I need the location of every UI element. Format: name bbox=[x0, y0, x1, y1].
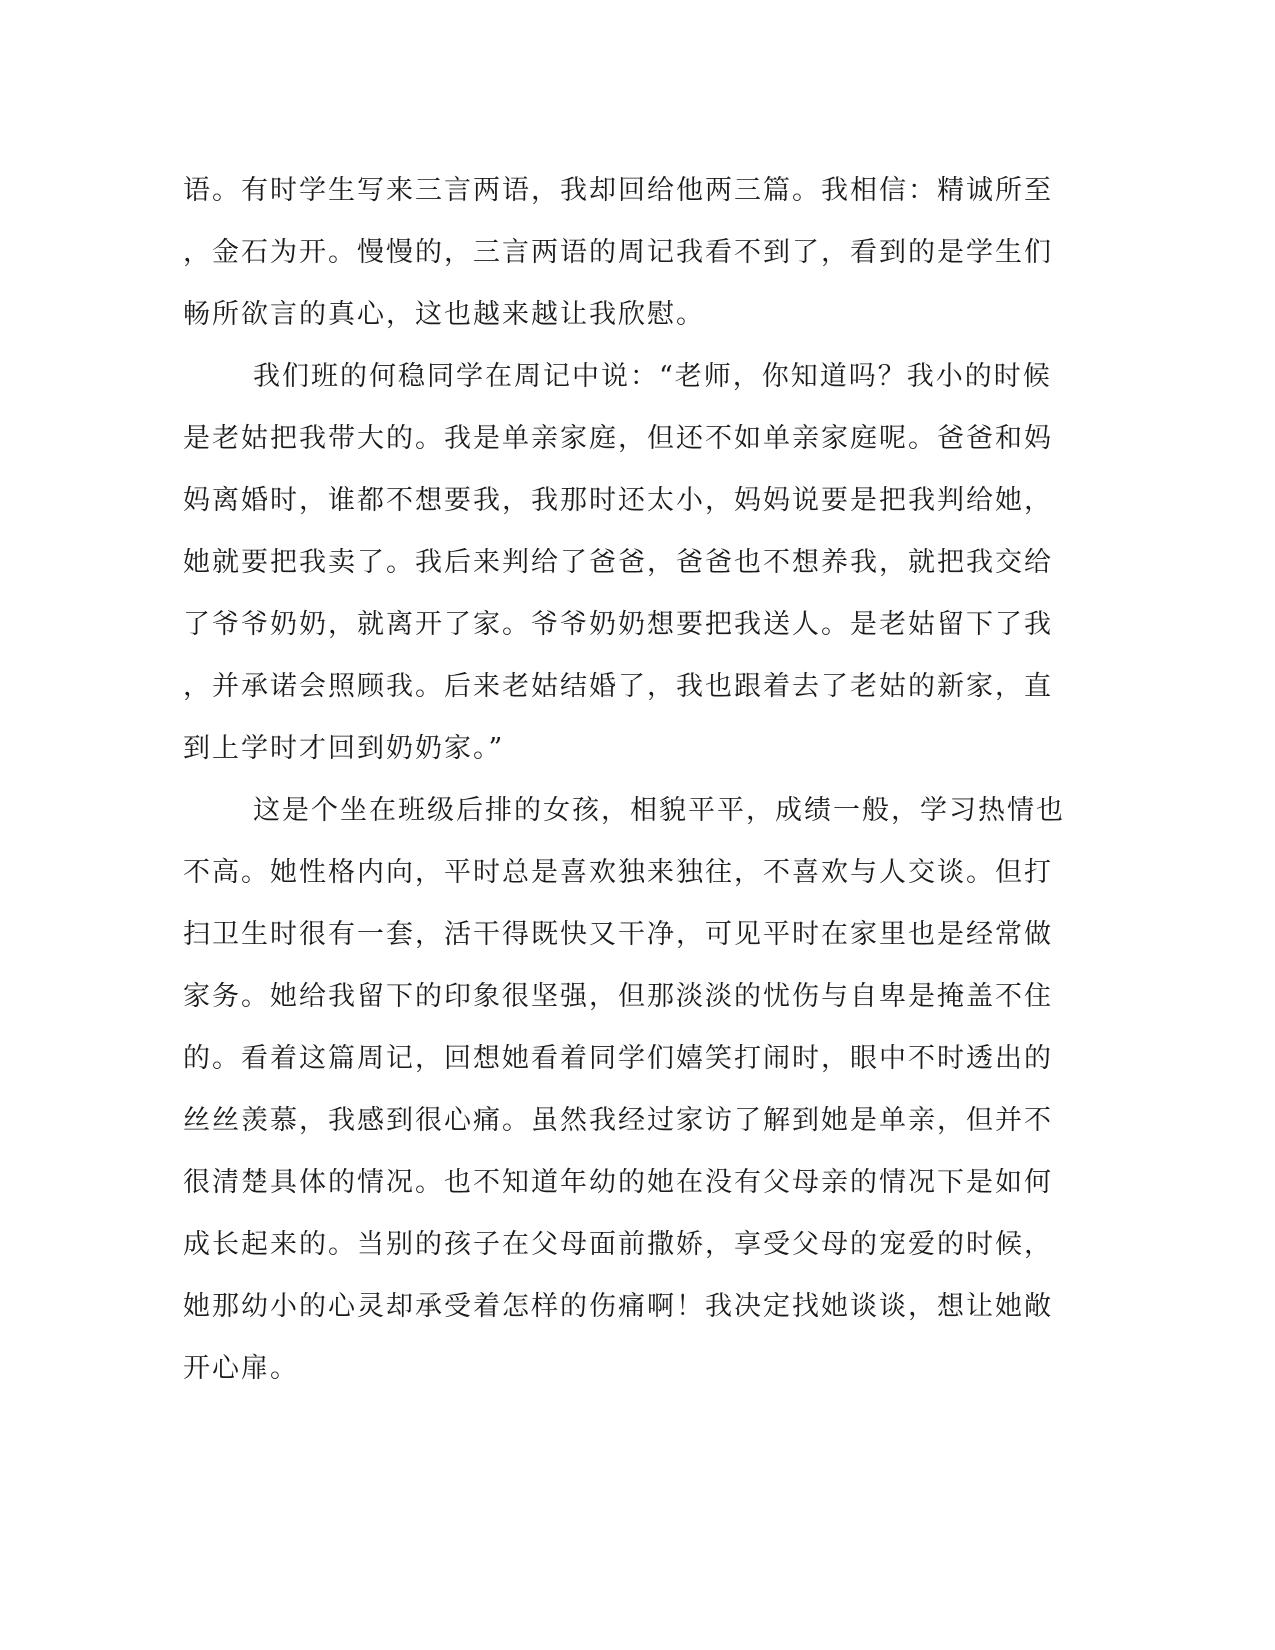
text-line: 不高。她性格内向，平时总是喜欢独来独往，不喜欢与人交谈。但打 bbox=[183, 857, 1053, 888]
text-line: 到上学时才回到奶奶家。” bbox=[183, 733, 505, 764]
text-line: 丝丝羡慕，我感到很心痛。虽然我经过家访了解到她是单亲，但并不 bbox=[183, 1105, 1053, 1136]
text-line: 成长起来的。当别的孩子在父母面前撒娇，享受父母的宠爱的时候， bbox=[183, 1229, 1053, 1260]
document-body bbox=[183, 160, 1063, 1400]
text-line: 这是个坐在班级后排的女孩，相貌平平，成绩一般，学习热情也 bbox=[253, 795, 1065, 826]
text-line: 家务。她给我留下的印象很坚强，但那淡淡的忧伤与自卑是掩盖不住 bbox=[183, 981, 1053, 1012]
paragraph-2 bbox=[183, 346, 1063, 780]
text-line: 她就要把我卖了。我后来判给了爸爸，爸爸也不想养我，就把我交给 bbox=[183, 547, 1053, 578]
paragraph-1 bbox=[183, 160, 1063, 346]
text-line: 她那幼小的心灵却承受着怎样的伤痛啊！我决定找她谈谈，想让她敞 bbox=[183, 1291, 1053, 1322]
text-line: 我们班的何稳同学在周记中说：“老师，你知道吗？我小的时候 bbox=[253, 361, 1052, 392]
text-line: 了爷爷奶奶，就离开了家。爷爷奶奶想要把我送人。是老姑留下了我 bbox=[183, 609, 1053, 640]
text-line: 畅所欲言的真心，这也越来越让我欣慰。 bbox=[183, 299, 705, 330]
text-line: 很清楚具体的情况。也不知道年幼的她在没有父母亲的情况下是如何 bbox=[183, 1167, 1053, 1198]
text-line: ，金石为开。慢慢的，三言两语的周记我看不到了，看到的是学生们 bbox=[183, 237, 1053, 268]
text-line: ，并承诺会照顾我。后来老姑结婚了，我也跟着去了老姑的新家，直 bbox=[183, 671, 1053, 702]
text-line: 是老姑把我带大的。我是单亲家庭，但还不如单亲家庭呢。爸爸和妈 bbox=[183, 423, 1053, 454]
text-line: 的。看着这篇周记，回想她看着同学们嬉笑打闹时，眼中不时透出的 bbox=[183, 1043, 1053, 1074]
text-line: 语。有时学生写来三言两语，我却回给他两三篇。我相信：精诚所至 bbox=[183, 175, 1053, 206]
text-line: 扫卫生时很有一套，活干得既快又干净，可见平时在家里也是经常做 bbox=[183, 919, 1053, 950]
paragraph-3 bbox=[183, 780, 1063, 1400]
text-line: 开心扉。 bbox=[183, 1353, 299, 1384]
text-line: 妈离婚时，谁都不想要我，我那时还太小，妈妈说要是把我判给她， bbox=[183, 485, 1053, 516]
